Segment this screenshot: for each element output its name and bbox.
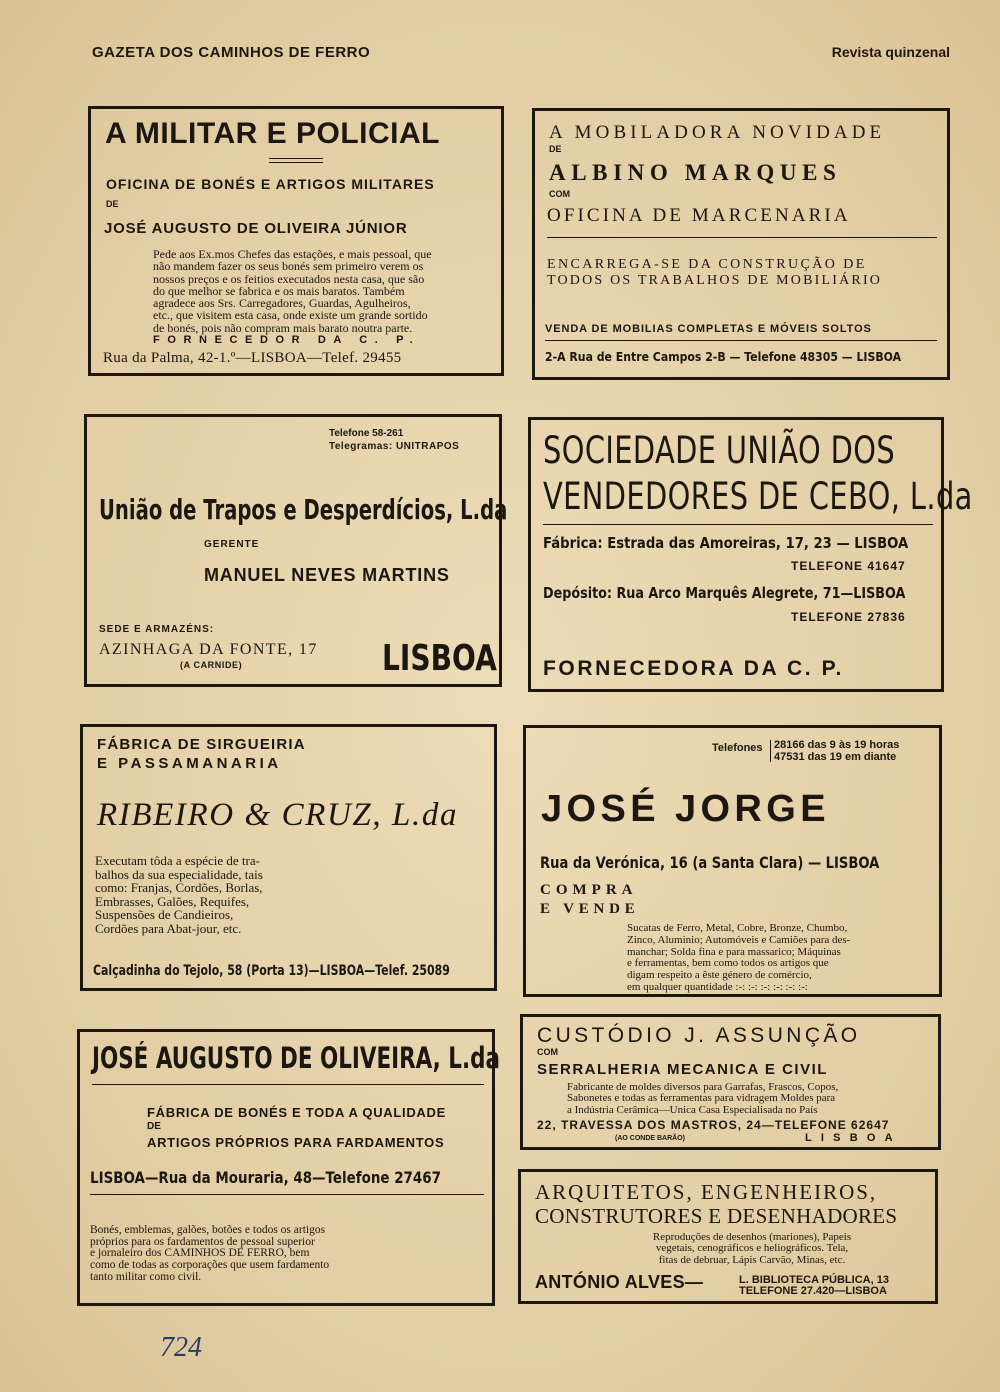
service-line: TODOS OS TRABALHOS DE MOBILIÁRIO — [547, 273, 883, 288]
ad-address: 22, TRAVESSA DOS MASTROS, 24—TELEFONE 62647 — [537, 1118, 890, 1132]
ad-body — [627, 1232, 877, 1266]
divider — [543, 524, 933, 525]
manager-name: MANUEL NEVES MARTINS — [204, 565, 450, 585]
supplier-note: FORNECEDOR DA C. P. — [153, 334, 421, 346]
city: LISBOA — [805, 1132, 902, 1144]
buy-label: COMPRA — [540, 882, 638, 898]
service-line: ENCARREGA-SE DA CONSTRUÇÃO DE — [547, 257, 867, 272]
text-line: tanto militar como civil. — [90, 1270, 202, 1283]
ad-address: AZINHAGA DA FONTE, 17 — [99, 641, 318, 658]
text-line: Sucatas de Ferro, Metal, Cobre, Bronze, Chumbo, — [627, 922, 848, 934]
ad-body — [153, 248, 493, 334]
city: LISBOA — [382, 638, 497, 679]
text-line: a Indústria Cerâmica—Unica Casa Especialisada no País — [567, 1103, 818, 1116]
text-line: como de todas as corporações que usem fardamento — [90, 1259, 330, 1272]
workshop-name: OFICINA DE MARCENARIA — [547, 205, 851, 226]
owner-name: ALBINO MARQUES — [549, 160, 842, 185]
text-line: digam respeito a êste género de comércio, — [627, 969, 812, 982]
text-line: e jornaleiro dos CAMINHOS DE FERRO, bem — [90, 1247, 310, 1260]
ad-address-line1: L. BIBLIOTECA PÚBLICA, 13 — [739, 1274, 889, 1286]
ad-line1: FÁBRICA DE BONÉS E TODA A QUALIDADE — [147, 1105, 446, 1120]
ad-body — [90, 1225, 402, 1284]
depot-phone: TELEFONE 27836 — [791, 610, 906, 624]
text-line: Embrasses, Galões, Requifes, — [95, 893, 250, 909]
page-number: 724 — [160, 1332, 202, 1363]
factory-address: Fábrica: Estrada das Amoreiras, 17, 23 — LISBOA — [543, 534, 909, 552]
ad-title-line2: CONSTRUTORES E DESENHADORES — [535, 1204, 898, 1228]
owner-name: JOSÉ AUGUSTO DE OLIVEIRA JÚNIOR — [104, 220, 408, 237]
ad-vendedores-cebo — [528, 417, 973, 692]
district: (A CARNIDE) — [180, 660, 243, 670]
text-line: próprios para os fardamentos de pessoal superior — [90, 1235, 315, 1248]
ad-subtitle: SERRALHERIA MECANICA E CIVIL — [537, 1061, 828, 1078]
ad-address-line2: TELEFONE 27.420—LISBOA — [739, 1285, 887, 1297]
brace — [770, 740, 771, 762]
sales-line: VENDA DE MOBILIAS COMPLETAS E MÓVEIS SOLTOS — [545, 323, 872, 335]
text-line: agradece aos Srs. Carregadores, Guardas, Agulheiros, — [153, 296, 411, 311]
text-line: etc., que visitem esta casa, onde existe um grande sortido — [153, 308, 428, 323]
ad-mobiladora — [532, 108, 950, 380]
ad-jose-jorge — [523, 725, 942, 997]
hq-label: SEDE E ARMAZÉNS: — [99, 624, 215, 635]
ad-oliveira-lda — [77, 1029, 500, 1306]
text-line: Reproduções de desenhos (mariones), Papeis — [652, 1231, 852, 1243]
ad-body — [95, 854, 330, 936]
ad-address: Calçadinha do Tejolo, 58 (Porta 13)—LISBOA—Telef. 25089 — [93, 963, 450, 979]
ad-title: A MOBILADORA NOVIDADE — [549, 122, 886, 143]
ad-ribeiro-cruz — [80, 724, 497, 991]
ad-militar-policial — [88, 106, 504, 376]
text-line: não mandem fazer os seus bonés sem primeiro verem os — [153, 259, 424, 274]
ad-subtitle: OFICINA DE BONÉS E ARTIGOS MILITARES — [106, 176, 435, 192]
company-name: RIBEIRO & CRUZ, L.da — [97, 797, 459, 833]
company-name: CUSTÓDIO J. ASSUNÇÃO — [537, 1024, 861, 1047]
company-name-line1: SOCIEDADE UNIÃO DOS — [543, 429, 896, 472]
text-line: Fabricante de moldes diversos para Garrafas, Frascos, Copos, — [567, 1081, 839, 1093]
divider — [547, 237, 937, 238]
ad-address: Rua da Verónica, 16 (a Santa Clara) — LISBOA — [540, 853, 880, 872]
journal-frequency: Revista quinzenal — [831, 44, 950, 60]
ad-address: Rua da Palma, 42-1.º—LISBOA—Telef. 29455 — [103, 350, 402, 366]
divider — [92, 1084, 484, 1085]
text-line: Cordões para Abat-jour, etc. — [95, 920, 242, 936]
text-line: Suspensões de Candieiros, — [95, 907, 234, 923]
ad-uniao-trapos — [84, 414, 508, 687]
text-line: e ferramentas, bem como todos os artigos que — [627, 957, 829, 970]
ad-line2: ARTIGOS PRÓPRIOS PARA FARDAMENTOS — [147, 1135, 445, 1150]
de-label: DE — [147, 1121, 161, 1132]
factory-phone: TELEFONE 41647 — [791, 559, 906, 573]
text-line: vegetais, cenográficos e heliográficos. Tela, — [655, 1242, 849, 1255]
text-line: balhos da sua especialidade, tais — [95, 866, 263, 882]
sell-label: E VENDE — [540, 901, 640, 917]
company-name-line2: VENDEDORES DE CEBO, L.da — [543, 475, 973, 518]
phone: Telefone 58-261 — [329, 428, 404, 439]
ad-body — [627, 923, 932, 994]
text-line: como: Franjas, Cordões, Borlas, — [95, 880, 263, 896]
ad-title-line1: FÁBRICA DE SIRGUEIRIA — [97, 736, 306, 753]
text-line: de bonés, pois não compram mais barato noutra parte. — [153, 320, 413, 335]
title-rule — [269, 158, 323, 159]
text-line: do que melhor se fabrica e os mais baratos. Também — [153, 283, 405, 298]
district: (AO CONDE BARÃO) — [615, 1135, 685, 1142]
title-rule — [269, 162, 323, 163]
phone-day: 28166 das 9 às 19 horas — [774, 739, 900, 751]
text-line: Executam tôda a espécie de tra- — [95, 853, 260, 868]
ad-custodio-assuncao — [520, 1014, 941, 1150]
telegram: Telegramas: UNITRAPOS — [329, 441, 460, 452]
text-line: Sabonetes e todas as ferramentas para vidragem Moldes para — [567, 1092, 836, 1105]
text-line: Bonés, emblemas, galões, botões e todos os artigos — [90, 1224, 326, 1236]
divider — [545, 340, 937, 341]
supplier-note: FORNECEDORA DA C. P. — [543, 657, 844, 680]
company-name: União de Trapos e Desperdícios, L.da — [99, 493, 508, 526]
de-label: DE — [549, 144, 562, 154]
ad-address: LISBOA—Rua da Mouraria, 48—Telefone 27467 — [90, 1168, 441, 1187]
ad-title-line1: ARQUITETOS, ENGENHEIROS, — [535, 1180, 878, 1204]
text-line: fitas de debruar, Lápis Carvão, Minas, etc. — [658, 1253, 846, 1266]
text-line: Zinco, Aluminio; Automóveis e Camiões para des- — [627, 933, 851, 946]
ad-address: 2-A Rua de Entre Campos 2-B — Telefone 48305 — LISBOA — [545, 350, 902, 364]
journal-title: GAZETA DOS CAMINHOS DE FERRO — [92, 44, 371, 61]
com-label: COM — [537, 1047, 558, 1057]
depot-address: Depósito: Rua Arco Marquês Alegrete, 71—LISBOA — [543, 584, 906, 602]
phone-night: 47531 das 19 em diante — [774, 751, 897, 763]
company-name: JOSÉ AUGUSTO DE OLIVEIRA, L.da — [92, 1041, 500, 1075]
company-name: JOSÉ JORGE — [541, 788, 830, 830]
com-label: COM — [549, 189, 570, 199]
ad-antonio-alves — [518, 1169, 938, 1304]
manager-label: GERENTE — [204, 539, 260, 550]
text-line: manchar; Solda fina e para massarico; Máquinas — [627, 945, 841, 958]
text-line: nossos preços e os feitios executados nesta casa, que são — [153, 271, 425, 286]
de-label: DE — [106, 199, 119, 209]
ad-title: A MILITAR E POLICIAL — [105, 117, 440, 150]
divider — [90, 1194, 484, 1195]
text-line: em qualquer quantidade :-: :-: :-: :-: :-: :-: — [627, 980, 808, 993]
ad-title-line2: E PASSAMANARIA — [97, 755, 282, 772]
text-line: Pede aos Ex.mos Chefes das estações, e mais pessoal, que — [153, 247, 432, 261]
phones-label: Telefones — [712, 742, 763, 754]
ad-body — [567, 1082, 929, 1116]
owner-name: ANTÓNIO ALVES— — [535, 1272, 704, 1292]
